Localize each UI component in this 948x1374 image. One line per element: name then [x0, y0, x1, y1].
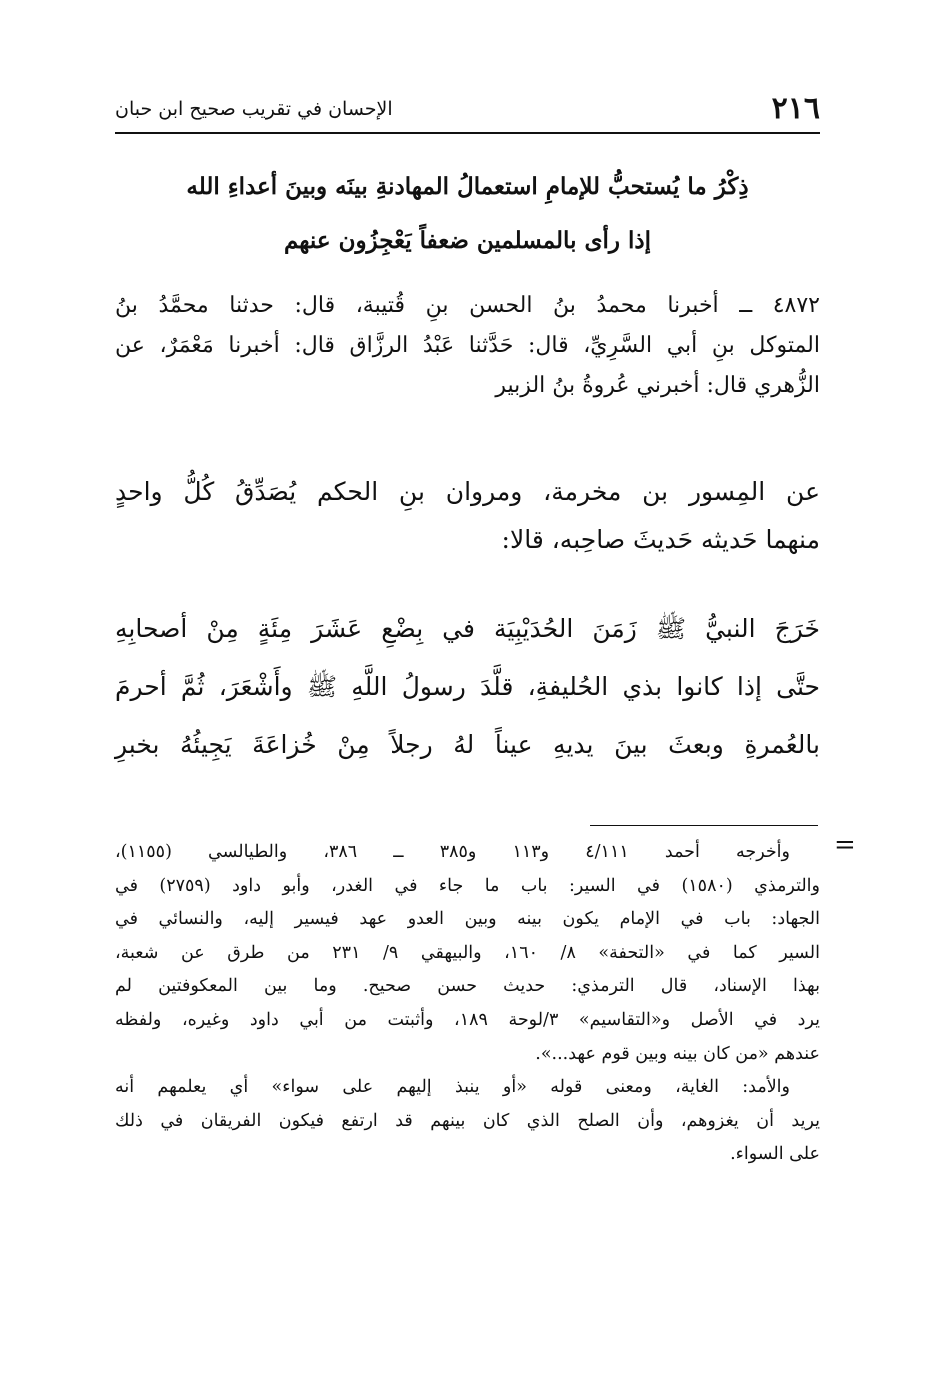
footnote-line: بهذا الإسناد، قال الترمذي: حديث حسن صحيح. وما بين المعكوفتين لم [115, 976, 820, 997]
footnote-line: يرد في الأصل و«التقاسيم» ٣/لوحة ١٨٩، وأثبتت من أبي داود وغيره، ولفظه [115, 1009, 820, 1030]
matn-line-1: خَرَجَ النبيُّ ﷺ زَمَنَ الحُدَيْبِيَة في بِضْعِ عَشَرَ مِئَةٍ مِنْ أصحابِهِ [115, 614, 820, 643]
footnote-separator [590, 825, 818, 826]
chapter-heading [115, 160, 820, 268]
chapter-heading-line-2: إذا رأى بالمسلمين ضعفاً يَعْجِزُون عنهم [283, 227, 652, 254]
running-header [115, 86, 820, 134]
footnote-line: عندهم «من كان بينه وبين قوم عهد...». [535, 1043, 820, 1064]
chapter-heading-line-1: ذِكْرُ ما يُستحبُّ للإمامِ استعمالُ المهادنةِ بينَه وبينَ أعداءِ الله [186, 173, 749, 200]
intro-line-1: عن المِسور بن مخرمة، ومروان بنِ الحكم يُصَدِّقُ كُلُّ واحدٍ [115, 477, 820, 506]
footnotes [115, 836, 820, 1172]
isnad-line-2: المتوكل بنِ أبي السَّرِيِّ، قال: حَدَّثنا عَبْدُ الرزَّاق قال: أخبرنا مَعْمَرٌ، عن [115, 333, 820, 358]
hadith-matn [115, 600, 820, 774]
running-title: الإحسان في تقريب صحيح ابن حبان [115, 98, 393, 120]
footnote-line: وأخرجه أحمد ٤/١١١ و١١٣ و٣٨٥ ــ ٣٨٦، والطيالسي (١١٥٥)، [115, 842, 790, 862]
hadith-isnad [115, 286, 820, 406]
footnote-line: على السواء. [730, 1144, 820, 1165]
matn-line-2: حتَّى إذا كانوا بذي الحُليفةِ، قلَّدَ رسولُ اللَّهِ ﷺ وأَشْعَرَ، ثُمَّ أحرمَ [115, 672, 820, 701]
footnote-line: يريد أن يغزوهم، وأن الصلح الذي كان بينهم قد ارتفع فيكون الفريقان في ذلك [115, 1110, 820, 1131]
footnote-line: والأمد: الغاية، ومعنى قوله «أو ينبذ إليهم على سواء» أي يعلمهم أنه [115, 1077, 790, 1098]
footnote-line: الجهاد: باب في الإمام يكون بينه وبين العدو عهد فيسير إليه، والنسائي في [115, 909, 820, 930]
footnote-continuation-mark: = [834, 830, 856, 860]
intro-line-2: منهما حَديثه حَديثَ صاحِبه، قالا: [501, 525, 820, 554]
footnote-line: السير كما في «التحفة» ٨/ ١٦٠، والبيهقي ٩/ ٢٣١ من طرق عن شعبة، [115, 942, 820, 963]
narration-intro [115, 468, 820, 564]
page-number: ٢١٦ [771, 91, 820, 126]
isnad-line-1: ٤٨٧٢ ــ أخبرنا محمدُ بنُ الحسن بنِ قُتيبة، قال: حدثنا محمَّدُ بنُ [115, 293, 820, 318]
isnad-line-3: الزُّهري قال: أخبرني عُروةُ بنُ الزبير [495, 373, 820, 398]
matn-line-3: بالعُمرةِ وبعثَ بينَ يديهِ عيناً لهُ رجلاً مِنْ خُزاعَةَ يَجِيئُهُ بخبرِ [115, 730, 820, 759]
footnote-line: والترمذي (١٥٨٠) في السير: باب ما جاء في الغدر، وأبو داود (٢٧٥٩) في [115, 875, 820, 896]
